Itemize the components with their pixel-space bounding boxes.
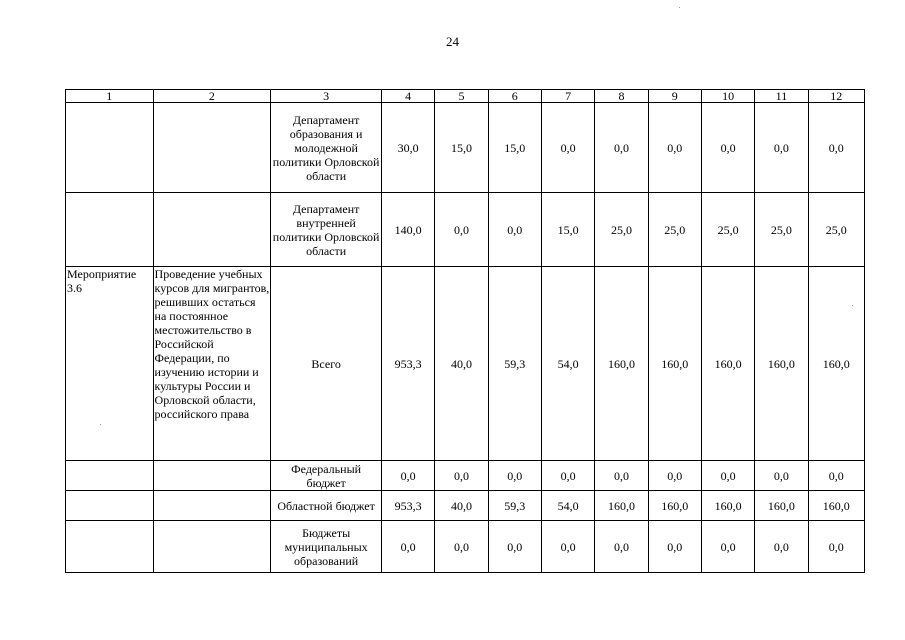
description-cell <box>153 193 271 267</box>
activity-cell <box>66 461 154 491</box>
header-cell: 1 <box>66 90 154 103</box>
description-cell <box>153 491 271 521</box>
scan-speck <box>852 305 853 306</box>
value-cell: 0,0 <box>541 521 594 573</box>
table-header-row <box>66 90 865 103</box>
value-cell: 160,0 <box>595 491 648 521</box>
value-cell: 40,0 <box>435 491 488 521</box>
value-cell: 59,3 <box>488 267 541 461</box>
header-cell: 7 <box>541 90 594 103</box>
value-cell: 0,0 <box>701 461 754 491</box>
table-row <box>66 521 865 573</box>
scan-speck <box>100 424 101 425</box>
description-cell: Проведение учебных курсов для мигрантов, решивших остаться на постоянное местожительство в Российской Федерации, по изучению истории и культуры России и Орловской области, российского права <box>153 267 271 461</box>
value-cell: 54,0 <box>541 491 594 521</box>
budget-table <box>65 89 865 573</box>
page-number: 24 <box>446 34 459 49</box>
value-cell: 0,0 <box>755 103 808 193</box>
activity-cell: Мероприятие 3.6 <box>66 267 154 461</box>
value-cell: 0,0 <box>541 103 594 193</box>
funding-source-cell: Областной бюджет <box>271 491 382 521</box>
header-cell: 10 <box>701 90 754 103</box>
header-cell: 8 <box>595 90 648 103</box>
value-cell: 0,0 <box>381 461 434 491</box>
header-cell: 12 <box>808 90 864 103</box>
value-cell: 25,0 <box>755 193 808 267</box>
value-cell: 160,0 <box>755 491 808 521</box>
table-row <box>66 267 865 461</box>
value-cell: 160,0 <box>701 267 754 461</box>
value-cell: 25,0 <box>701 193 754 267</box>
value-cell: 160,0 <box>701 491 754 521</box>
value-cell: 160,0 <box>808 267 864 461</box>
value-cell: 160,0 <box>808 491 864 521</box>
funding-source-cell: Департамент внутренней политики Орловской области <box>271 193 382 267</box>
value-cell: 15,0 <box>541 193 594 267</box>
header-cell: 6 <box>488 90 541 103</box>
header-cell: 11 <box>755 90 808 103</box>
value-cell: 953,3 <box>381 267 434 461</box>
activity-cell <box>66 193 154 267</box>
activity-cell <box>66 521 154 573</box>
funding-source-cell: Департамент образования и молодежной политики Орловской области <box>271 103 382 193</box>
funding-source-cell: Всего <box>271 267 382 461</box>
table-row <box>66 491 865 521</box>
value-cell: 0,0 <box>595 521 648 573</box>
funding-source-cell: Федеральный бюджет <box>271 461 382 491</box>
header-cell: 9 <box>648 90 701 103</box>
funding-source-cell: Бюджеты муниципальных образований <box>271 521 382 573</box>
value-cell: 0,0 <box>755 521 808 573</box>
value-cell: 0,0 <box>808 103 864 193</box>
value-cell: 25,0 <box>648 193 701 267</box>
value-cell: 25,0 <box>808 193 864 267</box>
value-cell: 0,0 <box>648 103 701 193</box>
value-cell: 0,0 <box>435 193 488 267</box>
value-cell: 40,0 <box>435 267 488 461</box>
table-row <box>66 103 865 193</box>
value-cell: 160,0 <box>648 491 701 521</box>
scan-speck <box>679 7 680 8</box>
value-cell: 0,0 <box>595 461 648 491</box>
header-cell: 3 <box>271 90 382 103</box>
table-row <box>66 193 865 267</box>
value-cell: 0,0 <box>701 103 754 193</box>
value-cell: 160,0 <box>595 267 648 461</box>
value-cell: 0,0 <box>595 103 648 193</box>
value-cell: 0,0 <box>541 461 594 491</box>
value-cell: 0,0 <box>488 193 541 267</box>
value-cell: 59,3 <box>488 491 541 521</box>
header-cell: 4 <box>381 90 434 103</box>
value-cell: 0,0 <box>755 461 808 491</box>
value-cell: 953,3 <box>381 491 434 521</box>
value-cell: 0,0 <box>808 521 864 573</box>
value-cell: 0,0 <box>648 461 701 491</box>
value-cell: 0,0 <box>435 461 488 491</box>
value-cell: 54,0 <box>541 267 594 461</box>
value-cell: 160,0 <box>648 267 701 461</box>
activity-cell <box>66 103 154 193</box>
header-cell: 2 <box>153 90 271 103</box>
description-cell <box>153 461 271 491</box>
value-cell: 0,0 <box>808 461 864 491</box>
value-cell: 0,0 <box>488 461 541 491</box>
table-row <box>66 461 865 491</box>
description-cell <box>153 521 271 573</box>
value-cell: 25,0 <box>595 193 648 267</box>
activity-cell <box>66 491 154 521</box>
value-cell: 160,0 <box>755 267 808 461</box>
value-cell: 30,0 <box>381 103 434 193</box>
value-cell: 140,0 <box>381 193 434 267</box>
description-cell <box>153 103 271 193</box>
value-cell: 0,0 <box>648 521 701 573</box>
value-cell: 0,0 <box>381 521 434 573</box>
value-cell: 0,0 <box>435 521 488 573</box>
value-cell: 0,0 <box>488 521 541 573</box>
value-cell: 15,0 <box>488 103 541 193</box>
value-cell: 15,0 <box>435 103 488 193</box>
value-cell: 0,0 <box>701 521 754 573</box>
header-cell: 5 <box>435 90 488 103</box>
